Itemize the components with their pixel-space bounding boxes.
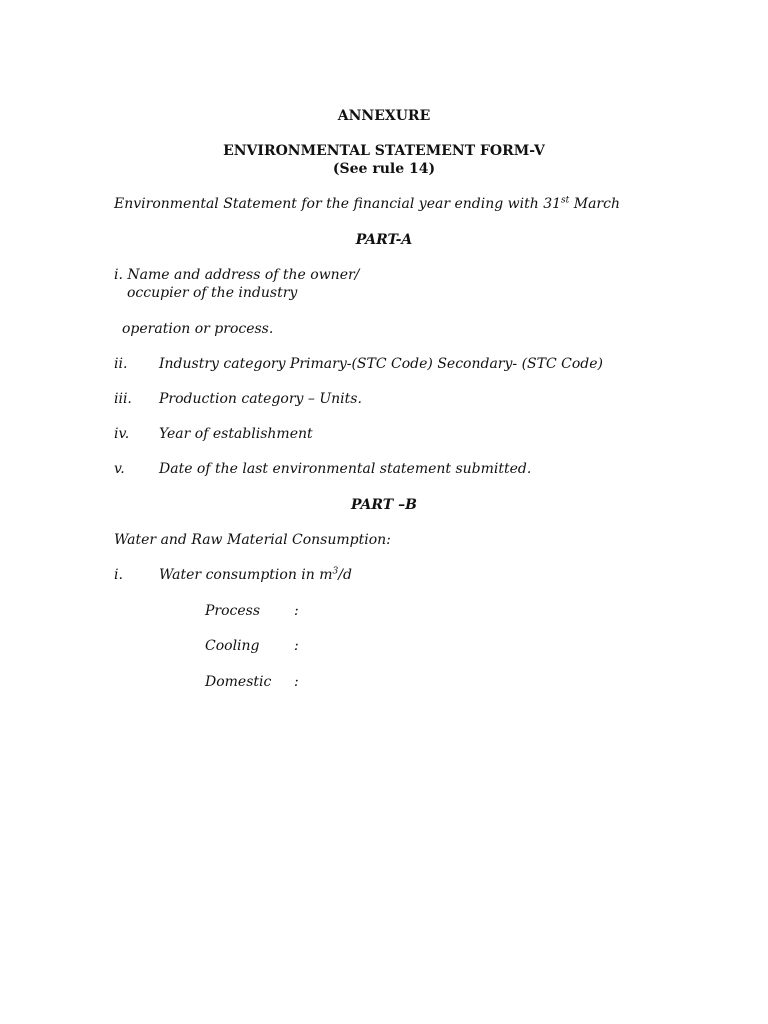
water-consumption-sup: 3 [332,566,339,577]
part-a-item-num: iii. [114,391,132,407]
water-use-process-colon: : [294,603,299,619]
part-a-heading: PART-A [355,232,413,248]
part-a-item-num: v. [114,461,125,477]
water-consumption-text: Water consumption in m [159,567,333,583]
part-a-item-text: Industry category Primary-(STC Code) Secondary- (STC Code) [159,356,603,372]
part-b-subheading: Water and Raw Material Consumption: [114,532,391,548]
water-use-domestic-label: Domestic [205,674,272,690]
water-use-process-label: Process [205,603,261,619]
part-b-item-num: i. [114,567,123,583]
part-a-item-text: Year of establishment [159,426,313,442]
water-use-cooling-colon: : [294,638,299,654]
intro-statement [114,195,620,213]
part-a-item-text: Date of the last environmental statement submitted. [159,461,532,477]
part-a-item-i-line3: operation or process. [122,321,274,337]
part-a-item-num: ii. [114,356,128,372]
rule-reference: (See rule 14) [332,161,436,177]
intro-superscript: st [561,195,570,206]
water-consumption-unit: /d [338,567,352,583]
annexure-heading: ANNEXURE [337,108,431,124]
intro-text-before: Environmental Statement for the financial year ending with 31 [114,196,562,212]
water-use-cooling-label: Cooling [205,638,260,654]
part-a-item-i-line2: occupier of the industry [127,285,298,301]
form-title: ENVIRONMENTAL STATEMENT FORM-V [223,143,545,159]
water-consumption-label [159,566,352,584]
intro-text-after: March [569,196,620,212]
part-b-heading: PART –B [351,497,417,513]
part-a-item-text: Production category – Units. [159,391,362,407]
water-use-domestic-colon: : [294,674,299,690]
part-a-item-i-line1: i. Name and address of the owner/ [114,267,360,283]
part-a-item-num: iv. [114,426,130,442]
